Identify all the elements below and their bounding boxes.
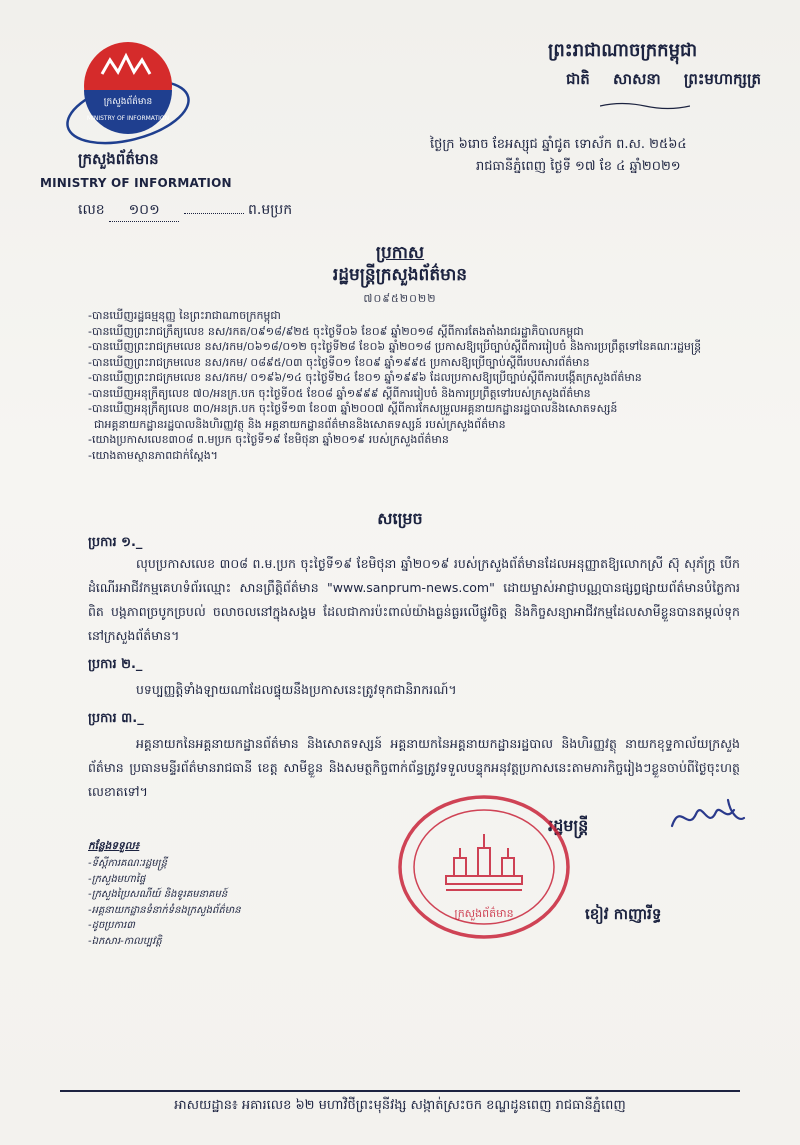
logo-text-kh: ក្រសួងព័ត៌មាន [103, 97, 153, 107]
seal-icon [394, 792, 574, 942]
consideration-item: -បានឃើញព្រះរាជក្រមលេខ នស/រកម/ ០៨៩៥/០៣ ចុះថ្ងៃទី០១ ខែ០៩ ឆ្នាំ១៩៩៥ ប្រកាសឱ្យប្រើច្បាប់ស្តីពីរបបសារព័ត៌មាន [88, 355, 590, 369]
signer-role: រដ្ឋមន្ត្រី [548, 816, 589, 835]
footer-address: អាសយដ្ឋាន៖ អគារលេខ ៦២ មហាវិថីព្រះមុនីវង្ស សង្កាត់ស្រះចក ខណ្ឌដូនពេញ រាជធានីភ្នំពេញ [174, 1098, 626, 1113]
cc-item: -អគ្គនាយកដ្ឋានទំនាក់ទំនងក្រសួងព័ត៌មាន [88, 904, 241, 916]
signer-name: ខៀវ កាញារីទ្ធ [585, 905, 662, 923]
handwritten-signature [668, 792, 748, 844]
article-1-heading: ប្រការ ១._ [88, 535, 143, 550]
consideration-item: -បានឃើញអនុក្រឹត្យលេខ ៧០/អនក្រ.បក ចុះថ្ងៃទី០៥ ខែ០៨ ឆ្នាំ១៩៩៩ ស្តីពីការរៀបចំ និងការប្រព្រឹត្តទៅរបស់ក្រសួងព័ត៌មាន [88, 386, 591, 400]
cc-list [88, 856, 241, 949]
consideration-item: -យោងប្រកាសលេខ៣០៨ ព.មប្រក ចុះថ្ងៃទី១៩ ខែមិថុនា ឆ្នាំ២០១៩ របស់ក្រសួងព័ត៌មាន [88, 433, 449, 446]
date-solar: រាជធានីភ្នំពេញ ថ្ងៃទី ១៧ ខែ ៤ ឆ្នាំ២០២១ [476, 159, 681, 174]
document-type: ប្រកាស [375, 243, 425, 263]
article-3-text: អគ្គនាយកនៃអគ្គនាយកដ្ឋានព័ត៌មាន និងសោតទស្សន៍ អគ្គនាយកនៃអគ្គនាយកដ្ឋានរដ្ឋបាល និងហិរញ្ញវត្ថុ នាយកខុទ្ទកាល័យក្រសួងព័ត៌មាន ប្រធានមន្ទីរព័ត៌មានរាជធានី ខេត្ត សាមីខ្លួន និងសមត្ថកិច្ចពាក់ព័ន្ធត្រូវទទួលបន្ទុកអនុវត្តប្រកាសនេះតាមភារកិច្ចរៀងៗខ្លួនចាប់ពីថ្ងៃចុះហត្ថលេខាតទៅ។ [88, 736, 740, 799]
document-issuer: រដ្ឋមន្ត្រីក្រសួងព័ត៌មាន [332, 265, 468, 285]
reference-line [78, 200, 292, 222]
article-3-heading: ប្រការ ៣._ [88, 711, 144, 726]
consideration-item: -បានឃើញរដ្ឋធម្មនុញ្ញ នៃព្រះរាជាណាចក្រកម្ពុជា [88, 309, 281, 322]
cc-item: -ដូចប្រការ៣ [88, 920, 135, 931]
cc-item: -ក្រសួងប្រៃសណីយ៍ និងទូរគមនាគមន៍ [88, 889, 228, 900]
consideration-item: ជាអគ្គនាយកដ្ឋានរដ្ឋបាលនិងហិរញ្ញវត្ថុ និង អគ្គនាយកដ្ឋានព័ត៌មាននិងសោតទស្សន៍ របស់ក្រសួងព័ត៌មាន [94, 417, 506, 431]
seal-text: ក្រសួងព័ត៌មាន [454, 907, 514, 920]
consideration-item: -បានឃើញអនុក្រឹត្យលេខ ៣០/អនក្រ.បក ចុះថ្ងៃទី១៣ ខែ០៣ ឆ្នាំ២០០៧ ស្តីពីការកែសម្រួលអគ្គនាយកដ្ឋានរដ្ឋបាលនិងសោតទស្សន៍ [88, 402, 618, 415]
cc-item: -ទីស្តីការគណៈរដ្ឋមន្ត្រី [88, 858, 167, 869]
consideration-item: -បានឃើញព្រះរាជក្រឹត្យលេខ នស/រកត/០៩១៨/៩២៥ ចុះថ្ងៃទី០៦ ខែ០៩ ឆ្នាំ២០១៨ ស្តីពីការតែងតាំងរាជរដ្ឋាភិបាលកម្ពុជា [88, 324, 584, 338]
ministry-name-kh: ក្រសួងព័ត៌មាន [78, 150, 159, 168]
ref-number: ១០១ [109, 200, 179, 222]
ministry-name-en: MINISTRY OF INFORMATION [40, 176, 232, 190]
ministry-logo-icon [58, 34, 198, 146]
footer-divider [60, 1090, 740, 1092]
article-2-text: បទប្បញ្ញត្តិទាំងឡាយណាដែលផ្ទុយនឹងប្រកាសនេះត្រូវទុកជានិរាករណ៍។ [136, 682, 457, 697]
considerations-list [88, 308, 748, 463]
ref-suffix: ព.មប្រក [248, 202, 293, 218]
official-seal [394, 792, 574, 946]
document-number: ៧០៩៥២០២២ [363, 292, 437, 305]
consideration-item: -យោងតាមស្ថានភាពជាក់ស្តែង។ [88, 448, 218, 462]
decision-title: សម្រេច [377, 509, 423, 528]
consideration-item: -បានឃើញព្រះរាជក្រមលេខ នស/រកម/ ០១៩៦/១៤ ចុះថ្ងៃទី២៤ ខែ០១ ឆ្នាំ១៩៩៦ ដែលប្រកាសឱ្យប្រើច្បាប់ស្តីពីការបង្កើតក្រសួងព័ត៌មាន [88, 371, 642, 384]
article-2-heading: ប្រការ ២._ [88, 657, 143, 672]
kingdom-title: ព្រះរាជាណាចក្រកម្ពុជា [548, 40, 698, 61]
article-1-text: លុបប្រកាសលេខ ៣០៨ ព.ម.ប្រក ចុះថ្ងៃទី១៩ ខែមិថុនា ឆ្នាំ២០១៩ របស់ក្រសួងព័ត៌មានដែលអនុញ្ញាតឱ្យលោកស្រី ស៊ុ សុភ័ក្រ្ត បើកដំណើរអាជីវកម្មគេហទំព័រឈ្មោះ សានព្រឹត្តិព័ត៌មាន "www.sanprum-news.com" ដោយម្ចាស់អាជ្ញាបណ្ណបានផ្សព្វផ្សាយព័ត៌មានបំភ្លៃការពិត បង្កភាពច្របូកច្របល់ ចលាចលនៅក្នុងសង្គម ដែលជាការប៉ះពាល់យ៉ាងធ្ងន់ធ្ងរលើផ្លូវចិត្ត និងកិច្ចសន្យាអាជីវកម្មដែលសាមីខ្លួនបានតម្កល់ទុកនៅក្រសួងព័ត៌មាន។ [88, 556, 740, 643]
logo-text-en: MINISTRY OF INFORMATION [86, 115, 170, 122]
cc-item: -ក្រសួងមហាផ្ទៃ [88, 873, 146, 885]
cc-title: កន្លែងទទួល៖ [88, 840, 140, 852]
motto-ornament [600, 96, 690, 106]
cc-item: -ឯកសារ-កាលប្បវត្តិ [88, 935, 162, 947]
ministry-logo [58, 34, 198, 146]
ref-dots [184, 213, 244, 214]
national-motto: ជាតិ សាសនា ព្រះមហាក្សត្រ [566, 70, 761, 88]
consideration-item: -បានឃើញព្រះរាជក្រមលេខ នស/រកម/០៦១៨/០១២ ចុះថ្ងៃទី២៨ ខែ០៦ ឆ្នាំ២០១៨ ប្រកាសឱ្យប្រើច្បាប់ស្តីពីការរៀបចំ និងការប្រព្រឹត្តទៅនៃគណៈរដ្ឋមន្ត្រី [88, 340, 702, 353]
date-lunar: ថ្ងៃក្រ ៦រោច ខែអស្សុជ ឆ្នាំជូត ទោស័ក ព.ស. ២៥៦៤ [430, 137, 687, 152]
ref-label: លេខ [78, 202, 105, 218]
